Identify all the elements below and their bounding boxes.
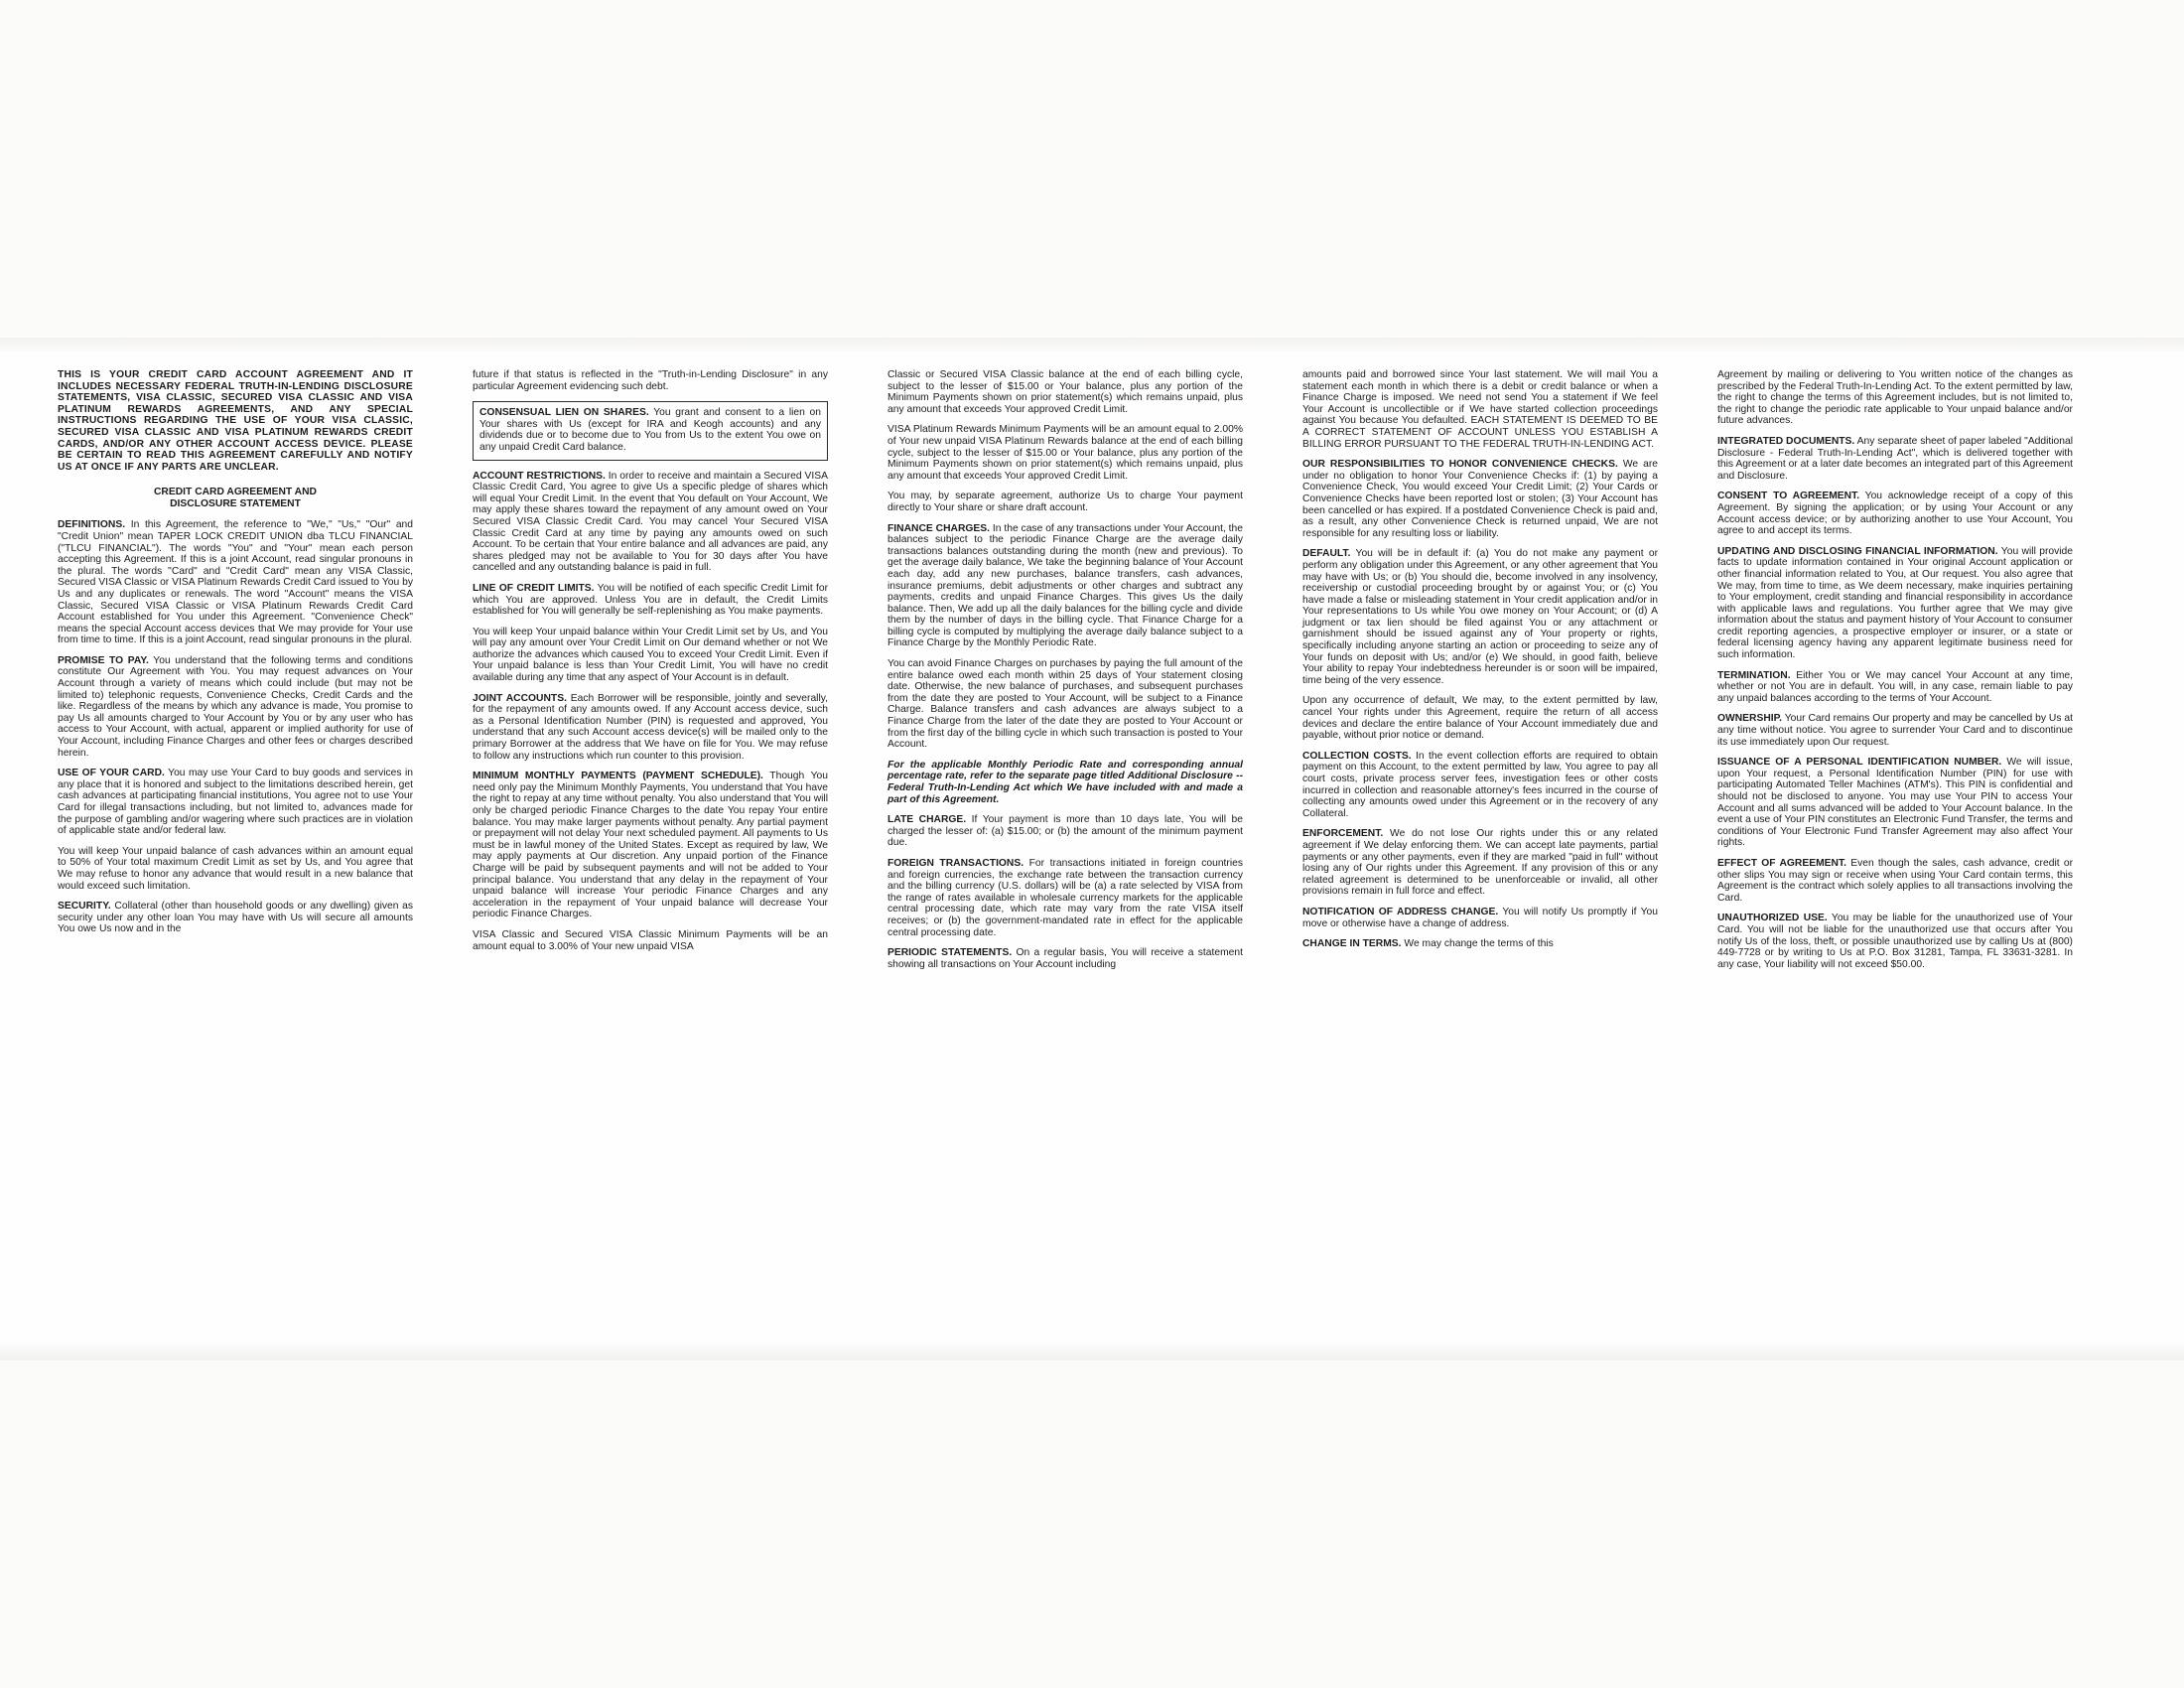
text-column-1 (58, 369, 413, 979)
section-body: Classic or Secured VISA Classic balance at the end of each billing cycle, subject to the lesser of $15.00 or Your balance, plus any portion of the Minimum Payments shown on prior statement(s) which remains unpaid, plus any amount that exceeds Your approved Credit Limit. (887, 369, 1243, 415)
section-joint-accounts (473, 693, 828, 763)
section-body: VISA Classic and Secured VISA Classic Minimum Payments will be an amount equal to 3.00% of Your new unpaid VISA (473, 928, 828, 952)
section-body: You will be notified of each specific Credit Limit for which You are approved. Unless You are in default, the Credit Limits established for You will generally be self-replenishing as You make payments. (473, 582, 828, 618)
section-body: For transactions initiated in foreign countries and foreign currencies, the exchange rate between the transaction currency and the billing currency (U.S. dollars) will be (a) a rate selected by VISA from the range of rates available in wholesale currency markets for the applicable central processing date, which rate may vary from the rate VISA itself receives; or (b) the government-mandated rate in effect for the applicable central processing date. (887, 857, 1243, 938)
document-title-line-2: DISCLOSURE STATEMENT (170, 498, 301, 510)
section-heading: MINIMUM MONTHLY PAYMENTS (PAYMENT SCHEDULE). (473, 771, 763, 782)
section-platinum-minimum-payments (887, 424, 1243, 482)
section-avoid-finance-charges (887, 658, 1243, 751)
section-body: Collateral (other than household goods or any dwelling) given as security under any other loan You may have with Us will secure all amounts You owe Us now and in the (58, 901, 413, 935)
section-classic-balance-continued (887, 369, 1243, 415)
section-separate-agreement-authorize (887, 491, 1243, 513)
section-body: Your Card remains Our property and may be cancelled by Us at any time without notice. You agree to surrender Your Card and to discontinue its use immediately upon Our request. (1717, 713, 2073, 748)
section-unauthorized-use (1717, 913, 2073, 970)
document-intro: THIS IS YOUR CREDIT CARD ACCOUNT AGREEMENT AND IT INCLUDES NECESSARY FEDERAL TRUTH-IN-LENDING DISCLOSURE STATEMENTS, VISA CLASSIC, SECURED VISA CLASSIC AND VISA PLATINUM REWARDS AGREEMENTS, AND ANY SPECIAL INSTRUCTIONS REGARDING THE USE OF YOUR VISA CLASSIC, SECURED VISA CLASSIC AND VISA PLATINUM REWARDS CREDIT CARDS, AND/OR ANY OTHER ACCOUNT ACCESS DEVICE. PLEASE BE CERTAIN TO READ THIS AGREEMENT CAREFULLY AND NOTIFY US AT ONCE IF ANY PARTS ARE UNCLEAR. (58, 369, 413, 473)
section-security (58, 901, 413, 935)
section-heading: LATE CHARGE. (887, 814, 967, 826)
section-applicable-monthly-periodic-rate (887, 760, 1243, 805)
section-heading: LINE OF CREDIT LIMITS. (473, 582, 595, 594)
section-body: We may change the terms of this (1401, 938, 1554, 950)
section-heading: CONSENT TO AGREEMENT. (1717, 491, 1860, 502)
section-promise-to-pay (58, 655, 413, 759)
text-column-3 (887, 369, 1243, 979)
section-enforcement (1302, 828, 1658, 898)
document-title-line-1: CREDIT CARD AGREEMENT AND (154, 487, 317, 498)
section-line-of-credit-limits (473, 583, 828, 618)
section-body: You may be liable for the unauthorized use of Your Card. You will not be liable for the unauthorized use that occurs after You notify Us of the loss, theft, or possible unauthorized use by calling Us at (800) 449-7728 or by writing to Us at P.O. Box 31281, Tampa, FL 33631-3281. In any case, Your liability will not exceed $50.00. (1717, 913, 2073, 970)
section-heading: NOTIFICATION OF ADDRESS CHANGE. (1302, 906, 1499, 917)
section-body: Either You or We may cancel Your Account at any time, whether or not You are in default. You will, in any case, remain liable to pay any unpaid balances according to the terms of Your Account. (1717, 669, 2073, 704)
section-account-restrictions (473, 471, 828, 574)
section-body: future if that status is reflected in the "Truth-in-Lending Disclosure" in any particular Agreement evidencing such debt. (473, 369, 828, 392)
section-heading: FOREIGN TRANSACTIONS. (887, 857, 1024, 869)
section-heading: PERIODIC STATEMENTS. (887, 947, 1013, 959)
section-integrated-documents (1717, 436, 2073, 482)
section-heading: ISSUANCE OF A PERSONAL IDENTIFICATION NUMBER. (1717, 757, 2002, 769)
section-heading: EFFECT OF AGREEMENT. (1717, 857, 1846, 869)
section-body: In the event collection efforts are required to obtain payment on this Account, to the extent permitted by law, You agree to pay all court costs, private process server fees, investigation fees or other costs incurred in collection and reasonable attorney's fees incurred in the course of collecting any amounts owed under this Agreement or in the recovery of any Collateral. (1302, 750, 1658, 819)
document-columns (58, 369, 2132, 979)
section-heading: FINANCE CHARGES. (887, 522, 990, 534)
section-body: You may use Your Card to buy goods and services in any place that it is honored and subject to the limitations described herein, get cash advances at participating financial institutions, You agree not to use Your Card for illegal transactions including, but not limited to, advances made for the purpose of gambling and/or wagering where such practices are in violation of applicable state and/or federal law. (58, 768, 413, 837)
section-body: Upon any occurrence of default, We may, to the extent permitted by law, cancel Your rights under this Agreement, require the return of all access devices and declare the entire balance of Your Account immediately due and payable, without prior notice or demand. (1302, 695, 1658, 742)
section-body: You grant and consent to a lien on Your shares with Us (except for IRA and Keogh accounts) and any dividends due or to become due to You from Us to the extent You owe on any unpaid Credit Card balance. (479, 407, 822, 453)
section-heading: UPDATING AND DISCLOSING FINANCIAL INFORMATION. (1717, 545, 1998, 557)
section-heading: OWNERSHIP. (1717, 713, 1783, 725)
section-body: Each Borrower will be responsible, jointly and severally, for the repayment of any amounts owed. If any Account access device, such as a Personal Identification Number (PIN) is requested and approved, You understand that any such Account access device(s) will be mailed only to the primary Borrower at the address that We have on file for You. We may refuse to follow any instructions which run counter to this provision. (473, 692, 828, 762)
section-body: You understand that the following terms and conditions constitute Our Agreement with You. You may request advances on Your Account through a variety of means which could include (but may not be limited to) telephonic requests, Convenience Checks, Credit Cards and the like. Regardless of the means by which any advance is made, You promise to pay Us all amounts charged to Your Account by You or by any user who has access to Your Account, with actual, apparent or implied authority for use of Your Account, including Finance Charges and other fees or charges described herein. (58, 654, 413, 759)
section-heading: USE OF YOUR CARD. (58, 768, 165, 779)
section-updating-disclosing-financial-information (1717, 546, 2073, 661)
section-heading: UNAUTHORIZED USE. (1717, 913, 1828, 924)
section-body: You acknowledge receipt of a copy of this Agreement. By signing the application; or by using Your Account or any Account access device; or by authorizing another to use Your Account, You agree to and accept its terms. (1717, 491, 2073, 537)
section-body: You can avoid Finance Charges on purchases by paying the full amount of the entire balance owed each month within 25 days of Your statement closing date. Otherwise, the new balance of purchases, and subsequent purchases from the date they are posted to Your Account, will be subject to a Finance Charge. Balance transfers and cash advances are always subject to a Finance Charge from the later of the date they are posted to Your Account or from the first day of the billing cycle in which such transaction is posted to Your Account. (887, 658, 1243, 751)
section-use-of-your-card-continued (58, 846, 413, 892)
section-finance-charges (887, 523, 1243, 650)
scan-edge-bottom (0, 1342, 2184, 1360)
text-column-2 (473, 369, 828, 979)
section-change-in-terms (1302, 938, 1658, 950)
section-issuance-of-pin (1717, 757, 2073, 849)
section-visa-classic-minimum-payments (473, 929, 828, 952)
section-collection-costs (1302, 751, 1658, 820)
section-body: We will issue, upon Your request, a Personal Identification Number (PIN) for use with participating Automated Teller Machines (ATM's). This PIN is confidential and should not be disclosed to anyone. You may use Your PIN to access Your Account and all sums advanced will be added to Your Account balance. In the event a use of Your PIN constitutes an Electronic Fund Transfer, the terms and conditions of Your Electronic Fund Transfer Agreement may also affect Your rights. (1717, 757, 2073, 849)
section-body: In order to receive and maintain a Secured VISA Classic Credit Card, You agree to give Us a specific pledge of shares which will equal Your Credit Limit. In the event that You default on Your Account, We may apply these shares toward the repayment of any amount owed on Your Secured VISA Classic Credit Card. You may cancel Your Secured VISA Classic Credit Card at any time by paying any amounts owed on such Account. To be certain that Your entire balance and all advances are paid, any shares pledged may not be available to You for 30 days after You have cancelled and any outstanding balance is paid in full. (473, 470, 828, 574)
document-title (58, 487, 413, 510)
section-heading: DEFINITIONS. (58, 519, 126, 531)
section-use-of-your-card (58, 768, 413, 837)
section-heading: CHANGE IN TERMS. (1302, 938, 1402, 950)
section-heading: CONSENSUAL LIEN ON SHARES. (479, 407, 649, 419)
section-consensual-lien-on-shares (479, 407, 821, 453)
section-security-continued (473, 369, 828, 392)
section-definitions (58, 519, 413, 646)
section-notification-address-change (1302, 907, 1658, 929)
section-line-of-credit-limits-continued (473, 627, 828, 684)
section-body: Though You need only pay the Minimum Monthly Payments, You understand that You have the right to repay at any time without penalty. You also understand that You will only be charged periodic Finance Charges to the date You repay Your entire balance. You may make larger payments without penalty. Any partial payment or prepayment will not delay Your next scheduled payment. All payments to Us must be in lawful money of the United States. Except as required by law, We may apply payments at Our discretion. Any unpaid portion of the Finance Charge will be paid by subsequent payments and will not be added to Your principal balance. You understand that any delay in the repayment of Your unpaid balance will increase Your periodic Finance Charges and any acceleration in the repayment of Your unpaid balance will decrease Your periodic Finance Charges. (473, 771, 828, 920)
section-minimum-monthly-payments (473, 771, 828, 920)
section-late-charge (887, 814, 1243, 849)
text-column-5 (1717, 369, 2073, 979)
section-termination (1717, 670, 2073, 705)
section-ownership (1717, 713, 2073, 748)
section-body: You will keep Your unpaid balance of cash advances within an amount equal to 50% of Your total maximum Credit Limit as set by Us, and You agree that We may refuse to honor any advance that would result in a new balance that would exceed such limitation. (58, 845, 413, 892)
section-heading: SECURITY. (58, 901, 111, 913)
section-heading: ACCOUNT RESTRICTIONS. (473, 470, 606, 482)
section-body: You will provide facts to update information contained in Your original Account application or other financial information related to You, at Our request. You also agree that We may, from time to time, as We deem necessary, make inquiries pertaining to Your employment, credit standing and financial responsibility in accordance with applicable laws and regulations. You further agree that We may give information about the status and payment history of Your Account to consumer credit reporting agencies, a prospective employer or insurer, or a state or federal licensing agency having any apparent legitimate business need for such information. (1717, 545, 2074, 661)
section-heading: COLLECTION COSTS. (1302, 750, 1412, 762)
section-heading: OUR RESPONSIBILITIES TO HONOR CONVENIENCE CHECKS. (1302, 459, 1618, 471)
section-body: Any separate sheet of paper labeled "Additional Disclosure - Federal Truth-In-Lending Act", which is delivered together with this Agreement or at a later date becomes an integrated part of this Agreement and Disclosure. (1717, 435, 2073, 482)
section-change-in-terms-continued (1717, 369, 2073, 427)
section-periodic-statements-continued (1302, 369, 1658, 450)
section-heading: PROMISE TO PAY. (58, 654, 149, 666)
section-heading: INTEGRATED DOCUMENTS. (1717, 435, 1855, 447)
section-body: You may, by separate agreement, authorize Us to charge Your payment directly to Your share or share draft account. (887, 491, 1243, 513)
section-body: Agreement by mailing or delivering to You written notice of the changes as prescribed by the Federal Truth-In-Lending Act. To the extent permitted by law, the right to change the terms of this Agreement includes, but is not limited to, the right to change the periodic rate applicable to Your unpaid balance and/or future advances. (1717, 369, 2073, 427)
section-heading: TERMINATION. (1717, 669, 1791, 681)
section-body: amounts paid and borrowed since Your last statement. We will mail You a statement each month in which there is a debit or credit balance or when a Finance Charge is imposed. We need not send You a statement if We feel Your Account is uncollectible or if We have started collection proceedings against You because You defaulted. EACH STATEMENT IS DEEMED TO BE A CORRECT STATEMENT OF ACCOUNT UNLESS YOU ESTABLISH A BILLING ERROR PURSUANT TO THE FEDERAL TRUTH-IN-LENDING ACT. (1302, 369, 1658, 450)
text-column-4 (1302, 369, 1658, 979)
section-consent-to-agreement (1717, 491, 2073, 536)
section-heading: DEFAULT. (1302, 548, 1351, 560)
section-default-remedies (1302, 695, 1658, 741)
section-body: VISA Platinum Rewards Minimum Payments will be an amount equal to 2.00% of Your new unpaid VISA Platinum Rewards balance at the end of each billing cycle, subject to the lesser of $15.00 or Your balance, plus any portion of the Minimum Payments shown on prior statement(s) which remains unpaid, plus any amount that exceeds Your approved Credit Limit. (887, 424, 1243, 482)
section-body: Even though the sales, cash advance, credit or other slips You may sign or receive when using Your Card contain terms, this Agreement is the contract which solely applies to all transactions involving the Card. (1717, 857, 2073, 904)
section-convenience-checks (1302, 459, 1658, 539)
section-body: In the case of any transactions under Your Account, the balances subject to the periodic Finance Charge are the average daily transactions balances outstanding during the month (new and previous). To get the average daily balance, We take the beginning balance of Your Account each day, add any new purchases, balance transfers, cash advances, insurance premiums, debit adjustments or other charges and subtract any payments, credits and unpaid Finance Charges. This gives Us the daily balance. Then, We add up all the daily balances for the billing cycle and divide them by the number of days in the billing cycle. That Finance Charge for a billing cycle is computed by multiplying the average daily balance subject to a Finance Charge by the Monthly Periodic Rate. (887, 522, 1243, 649)
section-body: We are under no obligation to honor Your Convenience Checks if: (1) by paying a Convenience Check, You would exceed Your Credit Limit; (2) Your Cards or Convenience Checks have been reported lost or stolen; (3) Your Account has been cancelled or has expired. If a postdated Convenience Check is paid and, as a result, any other Convenience Check is returned unpaid, We are not responsible for any resulting loss or liability. (1302, 459, 1658, 539)
section-body: For the applicable Monthly Periodic Rate and corresponding annual percentage rate, refer to the separate page titled Additional Disclosure -- Federal Truth-In-Lending Act which We have included with and made a part of this Agreement. (887, 759, 1243, 805)
section-body: You will be in default if: (a) You do not make any payment or perform any obligation under this Agreement, or any other agreement that You may have with Us; or (b) You should die, become involved in any insolvency, receivership or custodial proceeding brought by or against You; or (c) You have made a false or misleading statement in Your credit application and/or in Your representations to Us while You owe money on Your Account; or (d) A judgment or tax lien should be filed against You or any attachment or garnishment should be issued against any of Your property or rights, specifically including anyone starting an action or proceeding to seize any of Your funds on deposit with Us; and/or (e) We should, in good faith, believe Your ability to repay Your indebtedness hereunder is or soon will be impaired, time being of the very essence. (1302, 548, 1658, 686)
section-body: You will notify Us promptly if You move or otherwise have a change of address. (1302, 906, 1658, 929)
section-body: On a regular basis, You will receive a statement showing all transactions on Your Account including (887, 947, 1243, 970)
consensual-lien-box (473, 401, 828, 460)
section-periodic-statements (887, 947, 1243, 970)
section-body: You will keep Your unpaid balance within Your Credit Limit set by Us, and You will pay any amount over Your Credit Limit on Our demand whether or not We authorize the advances which caused You to exceed Your Credit Limit. Even if Your unpaid balance is less than Your Credit Limit, You will have no credit available during any time that any aspect of Your Account is in default. (473, 626, 828, 684)
section-heading: JOINT ACCOUNTS. (473, 692, 567, 704)
scan-edge-top (0, 338, 2184, 353)
section-heading: ENFORCEMENT. (1302, 828, 1384, 840)
section-body: In this Agreement, the reference to "We," "Us," "Our" and "Credit Union" mean TAPER LOCK CREDIT UNION dba TLCU FINANCIAL ("TLCU FINANCIAL"). The words "You" and "Your" mean each person accepting this Agreement. If this is a joint Account, read singular pronouns in the plural. The words "Card" and "Credit Card" mean any VISA Classic, Secured VISA Classic or VISA Platinum Rewards Credit Card issued to You by Us and any duplicates or renewals. The word "Account" means the VISA Classic, Secured VISA Classic or VISA Platinum Rewards Credit Card Account established for You under this Agreement. "Convenience Check" means the special Account access devices that We may provide for Your use from time to time. If this is a joint Account, read singular pronouns in the plural. (58, 519, 413, 646)
section-default (1302, 548, 1658, 686)
section-effect-of-agreement (1717, 858, 2073, 904)
section-body: If Your payment is more than 10 days late, You will be charged the lesser of: (a) $15.00; or (b) the amount of the minimum payment due. (887, 814, 1243, 849)
section-body: We do not lose Our rights under this or any related agreement if We delay enforcing them. We can accept late payments, partial payments or any other payments, even if they are marked "paid in full" without losing any of Our rights under this Agreement. If any provision of this or any related agreement is determined to be unenforceable or invalid, all other provisions remain in full force and effect. (1302, 828, 1658, 898)
section-foreign-transactions (887, 858, 1243, 938)
